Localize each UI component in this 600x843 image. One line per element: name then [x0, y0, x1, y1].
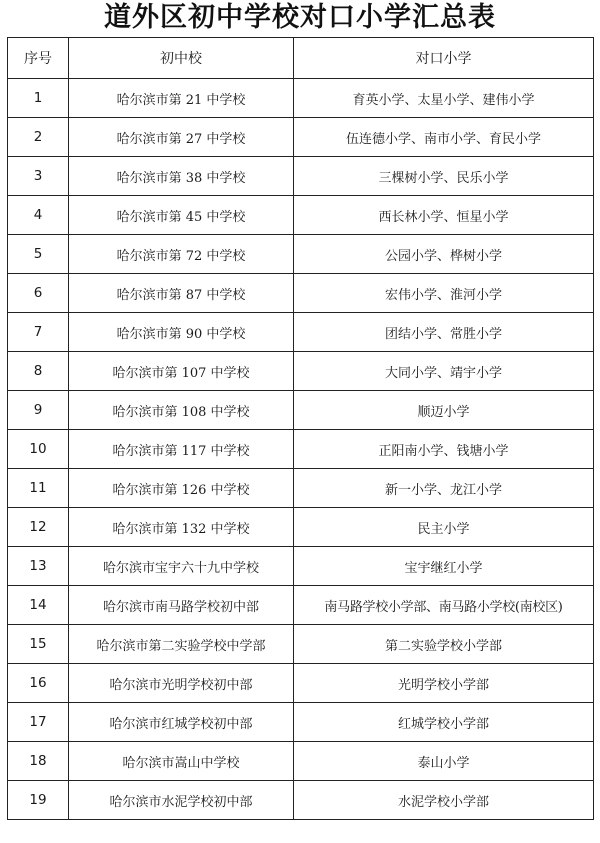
- table-header: [8, 38, 594, 79]
- primary-school-cell: 团结小学、常胜小学: [294, 313, 594, 352]
- middle-school-cell: 哈尔滨市第 72 中学校: [69, 235, 294, 274]
- header-row: [8, 38, 594, 79]
- table-row: [8, 625, 594, 664]
- serial-number-cell: 15: [8, 625, 69, 664]
- middle-school-cell: 哈尔滨市宝宇六十九中学校: [69, 547, 294, 586]
- table-row: [8, 118, 594, 157]
- primary-school-cell: 大同小学、靖宇小学: [294, 352, 594, 391]
- middle-school-cell: 哈尔滨市第 87 中学校: [69, 274, 294, 313]
- middle-school-cell: 哈尔滨市第 132 中学校: [69, 508, 294, 547]
- middle-school-cell: 哈尔滨市嵩山中学校: [69, 742, 294, 781]
- table-row: [8, 430, 594, 469]
- middle-school-cell: 哈尔滨市第 126 中学校: [69, 469, 294, 508]
- serial-number-cell: 19: [8, 781, 69, 820]
- table-row: [8, 664, 594, 703]
- serial-number-cell: 2: [8, 118, 69, 157]
- primary-school-cell: 第二实验学校小学部: [294, 625, 594, 664]
- primary-school-cell: 光明学校小学部: [294, 664, 594, 703]
- table-row: [8, 235, 594, 274]
- table-row: [8, 391, 594, 430]
- serial-number-cell: 17: [8, 703, 69, 742]
- table-body: [8, 79, 594, 820]
- middle-school-cell: 哈尔滨市第 21 中学校: [69, 79, 294, 118]
- primary-school-cell: 宏伟小学、淮河小学: [294, 274, 594, 313]
- serial-number-cell: 6: [8, 274, 69, 313]
- middle-school-cell: 哈尔滨市第 117 中学校: [69, 430, 294, 469]
- table-row: [8, 703, 594, 742]
- table-row: [8, 313, 594, 352]
- serial-number-cell: 18: [8, 742, 69, 781]
- primary-school-cell: 水泥学校小学部: [294, 781, 594, 820]
- primary-school-cell: 西长林小学、恒星小学: [294, 196, 594, 235]
- serial-number-cell: 14: [8, 586, 69, 625]
- primary-school-cell: 顺迈小学: [294, 391, 594, 430]
- serial-number-cell: 7: [8, 313, 69, 352]
- serial-number-cell: 10: [8, 430, 69, 469]
- primary-school-cell: 红城学校小学部: [294, 703, 594, 742]
- table-row: [8, 781, 594, 820]
- serial-number-cell: 8: [8, 352, 69, 391]
- school-mapping-table: [7, 37, 594, 820]
- table-row: [8, 586, 594, 625]
- header-serial-number: 序号: [8, 38, 69, 79]
- middle-school-cell: 哈尔滨市第 38 中学校: [69, 157, 294, 196]
- primary-school-cell: 新一小学、龙江小学: [294, 469, 594, 508]
- middle-school-cell: 哈尔滨市第 27 中学校: [69, 118, 294, 157]
- primary-school-cell: 正阳南小学、钱塘小学: [294, 430, 594, 469]
- table-row: [8, 508, 594, 547]
- middle-school-cell: 哈尔滨市南马路学校初中部: [69, 586, 294, 625]
- primary-school-cell: 伍连德小学、南市小学、育民小学: [294, 118, 594, 157]
- primary-school-cell: 育英小学、太星小学、建伟小学: [294, 79, 594, 118]
- table-row: [8, 742, 594, 781]
- table-row: [8, 157, 594, 196]
- middle-school-cell: 哈尔滨市红城学校初中部: [69, 703, 294, 742]
- primary-school-cell: 民主小学: [294, 508, 594, 547]
- primary-school-cell: 泰山小学: [294, 742, 594, 781]
- middle-school-cell: 哈尔滨市第 108 中学校: [69, 391, 294, 430]
- table-row: [8, 352, 594, 391]
- serial-number-cell: 13: [8, 547, 69, 586]
- serial-number-cell: 1: [8, 79, 69, 118]
- primary-school-cell: 三棵树小学、民乐小学: [294, 157, 594, 196]
- table-row: [8, 547, 594, 586]
- middle-school-cell: 哈尔滨市第 90 中学校: [69, 313, 294, 352]
- serial-number-cell: 12: [8, 508, 69, 547]
- serial-number-cell: 3: [8, 157, 69, 196]
- table-row: [8, 469, 594, 508]
- table-row: [8, 79, 594, 118]
- table-row: [8, 196, 594, 235]
- table-row: [8, 274, 594, 313]
- primary-school-cell: 南马路学校小学部、南马路小学校(南校区): [294, 586, 594, 625]
- document-title: 道外区初中学校对口小学汇总表: [104, 2, 496, 33]
- serial-number-cell: 9: [8, 391, 69, 430]
- primary-school-cell: 公园小学、桦树小学: [294, 235, 594, 274]
- middle-school-cell: 哈尔滨市第 45 中学校: [69, 196, 294, 235]
- middle-school-cell: 哈尔滨市第 107 中学校: [69, 352, 294, 391]
- middle-school-cell: 哈尔滨市第二实验学校中学部: [69, 625, 294, 664]
- header-middle-school: 初中校: [69, 38, 294, 79]
- middle-school-cell: 哈尔滨市光明学校初中部: [69, 664, 294, 703]
- primary-school-cell: 宝宇继红小学: [294, 547, 594, 586]
- serial-number-cell: 4: [8, 196, 69, 235]
- serial-number-cell: 16: [8, 664, 69, 703]
- serial-number-cell: 11: [8, 469, 69, 508]
- middle-school-cell: 哈尔滨市水泥学校初中部: [69, 781, 294, 820]
- header-primary-school: 对口小学: [294, 38, 594, 79]
- serial-number-cell: 5: [8, 235, 69, 274]
